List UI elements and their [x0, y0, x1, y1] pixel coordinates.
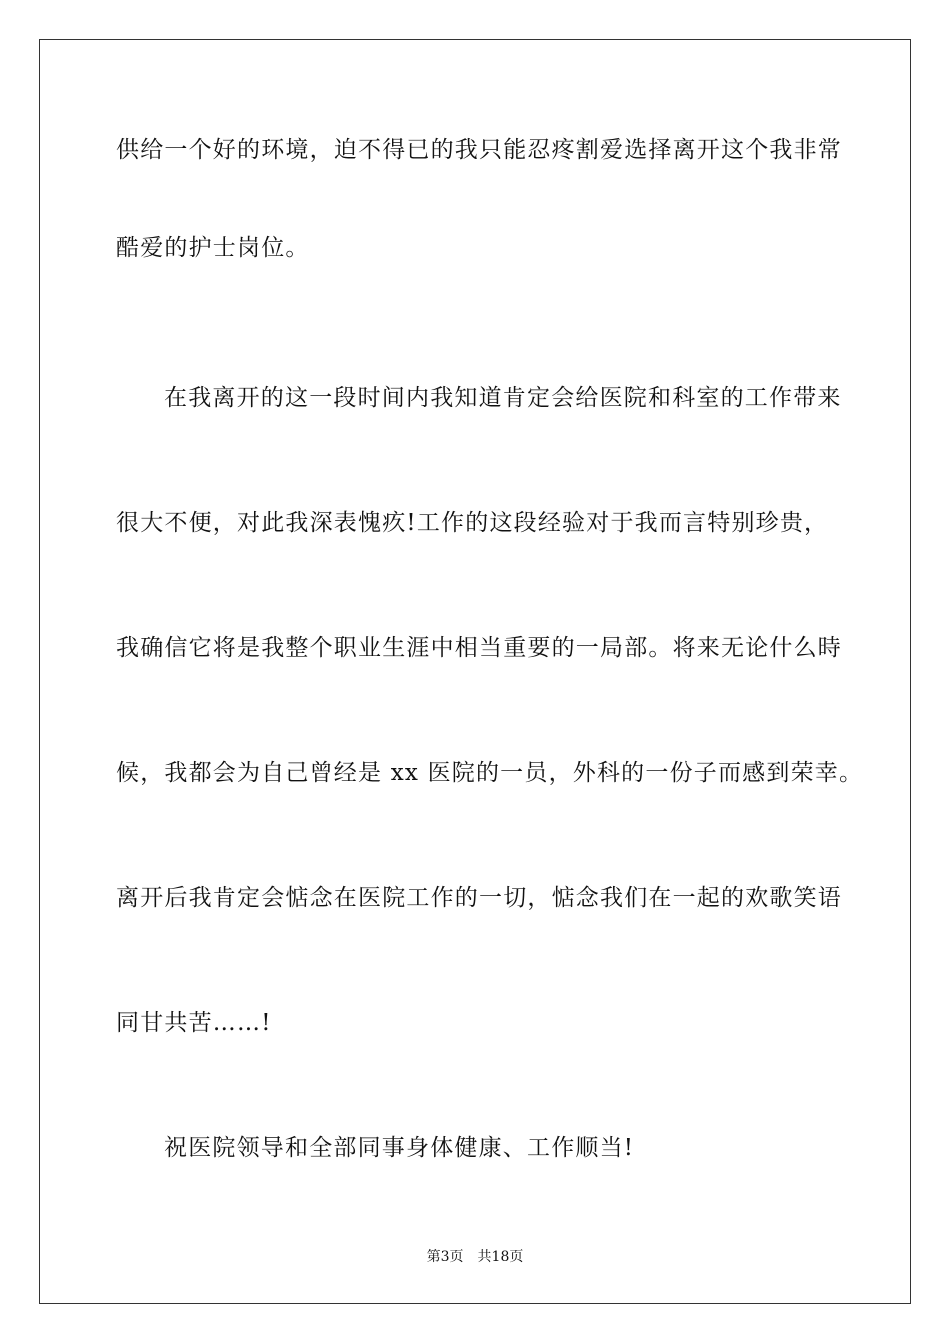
page-number-current: 第3页 — [426, 1249, 464, 1265]
paragraph-line: 候，我都会为自己曾经是 xx 医院的一员，外科的一份子而感到荣幸。 — [116, 760, 864, 786]
page-frame — [39, 39, 911, 1304]
page-footer — [0, 1248, 950, 1266]
paragraph-line: 供给一个好的环境，迫不得已的我只能忍疼割爱选择离开这个我非常 — [116, 137, 842, 163]
page-number-total: 共18页 — [477, 1249, 524, 1265]
paragraph-line: 很大不便，对此我深表愧疚!工作的这段经验对于我而言特别珍贵， — [116, 510, 829, 536]
paragraph-line: 酷爱的护士岗位。 — [116, 235, 310, 261]
paragraph-line: 在我离开的这一段时间内我知道肯定会给医院和科室的工作带来 — [164, 385, 842, 411]
paragraph-line: 我确信它将是我整个职业生涯中相当重要的一局部。将来无论什么時 — [116, 635, 842, 661]
paragraph-line: 同甘共苦……! — [116, 1010, 272, 1036]
paragraph-line: 祝医院领导和全部同事身体健康、工作顺当! — [164, 1135, 635, 1161]
paragraph-line: 离开后我肯定会惦念在医院工作的一切，惦念我们在一起的欢歌笑语 — [116, 885, 842, 911]
